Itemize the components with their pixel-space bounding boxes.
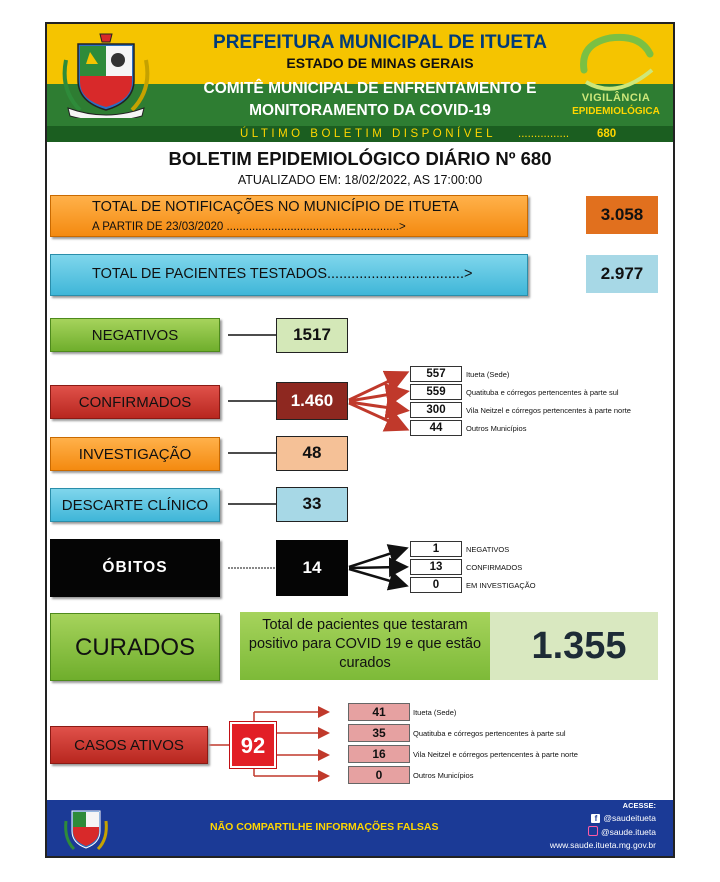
investigation-value: 48 — [276, 436, 348, 471]
tested-label: TOTAL DE PACIENTES TESTADOS..................................> — [92, 266, 473, 282]
deaths-confirmed-value: 13 — [410, 559, 462, 575]
confirmed-label: CONFIRMADOS — [50, 385, 220, 419]
updated-timestamp: ATUALIZADO EM: 18/02/2022, AS 17:00:00 — [237, 173, 483, 187]
header-comite — [160, 78, 580, 122]
footer-fake-news-warning: NÃO COMPARTILHE INFORMAÇÕES FALSAS — [210, 821, 439, 833]
facebook-handle: @saudeitueta — [603, 813, 656, 823]
header-estado: ESTADO DE MINAS GERAIS — [286, 55, 474, 71]
cured-value: 1.355 — [531, 625, 627, 667]
instagram-handle: @saude.itueta — [601, 827, 656, 837]
confirmed-outros-label: Outros Municípios — [466, 424, 527, 433]
confirmed-neitzel-label: Vila Neitzel e córregos pertencentes à parte norte — [466, 406, 631, 415]
footer-crest-icon — [62, 803, 110, 853]
confirmed-quatituba-value: 559 — [410, 384, 462, 400]
active-neitzel-label: Vila Neitzel e córregos pertencentes à parte norte — [413, 750, 578, 759]
active-outros-value: 0 — [348, 766, 410, 784]
active-neitzel-value: 16 — [348, 745, 410, 763]
active-quatituba-value: 35 — [348, 724, 410, 742]
deaths-negatives-label: NEGATIVOS — [466, 545, 510, 554]
bulletin-title: BOLETIM EPIDEMIOLÓGICO DIÁRIO Nº 680 — [168, 148, 552, 169]
last-bulletin-dots: ................ — [518, 128, 570, 140]
active-sede-label: Itueta (Sede) — [413, 708, 457, 717]
confirmed-neitzel-value: 300 — [410, 402, 462, 418]
deaths-investigation-label: EM INVESTIGAÇÃO — [466, 581, 536, 590]
instagram-icon — [588, 826, 598, 836]
header-prefeitura: PREFEITURA MUNICIPAL DE ITUETA — [213, 32, 547, 53]
vigilancia-text: VIGILÂNCIA — [581, 92, 651, 104]
footer-access-label: ACESSE: — [622, 801, 656, 810]
deaths-value: 14 — [276, 540, 348, 596]
negatives-label: NEGATIVOS — [50, 318, 220, 352]
deaths-confirmed-label: CONFIRMADOS — [466, 563, 523, 572]
confirmed-sede-label: Itueta (Sede) — [466, 370, 510, 379]
cured-description: Total de pacientes que testaram positivo para COVID 19 e que estão curados — [240, 612, 490, 680]
notifications-label: TOTAL DE NOTIFICAÇÕES NO MUNICÍPIO DE ITUETA — [92, 199, 459, 215]
investigation-label: INVESTIGAÇÃO — [50, 437, 220, 471]
discard-value: 33 — [276, 487, 348, 522]
negatives-value: 1517 — [276, 318, 348, 353]
last-bulletin-number: 680 — [597, 128, 617, 140]
active-cases-value: 92 — [230, 722, 276, 768]
deaths-negatives-value: 1 — [410, 541, 462, 557]
active-outros-label: Outros Municípios — [413, 771, 474, 780]
facebook-icon: f — [591, 814, 600, 823]
active-quatituba-label: Quatituba e córregos pertencentes à parte sul — [413, 729, 566, 738]
confirmed-quatituba-label: Quatituba e córregos pertencentes à parte sul — [466, 388, 619, 397]
epidemiologica-text: EPIDEMIOLÓGICA — [572, 106, 660, 117]
municipal-crest-icon — [60, 30, 152, 118]
footer-facebook[interactable] — [520, 813, 656, 823]
active-cases-label: CASOS ATIVOS — [50, 726, 208, 764]
footer-website[interactable]: www.saude.itueta.mg.gov.br — [549, 840, 656, 850]
discard-label: DESCARTE CLÍNICO — [50, 488, 220, 522]
last-bulletin-label: ÚLTIMO BOLETIM DISPONÍVEL — [240, 128, 496, 140]
active-sede-value: 41 — [348, 703, 410, 721]
header-comite-line2: MONITORAMENTO DA COVID-19 — [249, 102, 491, 119]
cured-label: CURADOS — [50, 613, 220, 681]
confirmed-outros-value: 44 — [410, 420, 462, 436]
deaths-investigation-value: 0 — [410, 577, 462, 593]
confirmed-value: 1.460 — [276, 382, 348, 420]
header-comite-line1: COMITÊ MUNICIPAL DE ENFRENTAMENTO E — [203, 80, 537, 97]
confirmed-sede-value: 557 — [410, 366, 462, 382]
notifications-value: 3.058 — [586, 196, 658, 234]
notifications-since: A PARTIR DE 23/03/2020 ......................................................> — [92, 221, 406, 233]
tested-value: 2.977 — [586, 255, 658, 293]
deaths-label: ÓBITOS — [50, 539, 220, 597]
footer-instagram[interactable] — [520, 826, 656, 837]
